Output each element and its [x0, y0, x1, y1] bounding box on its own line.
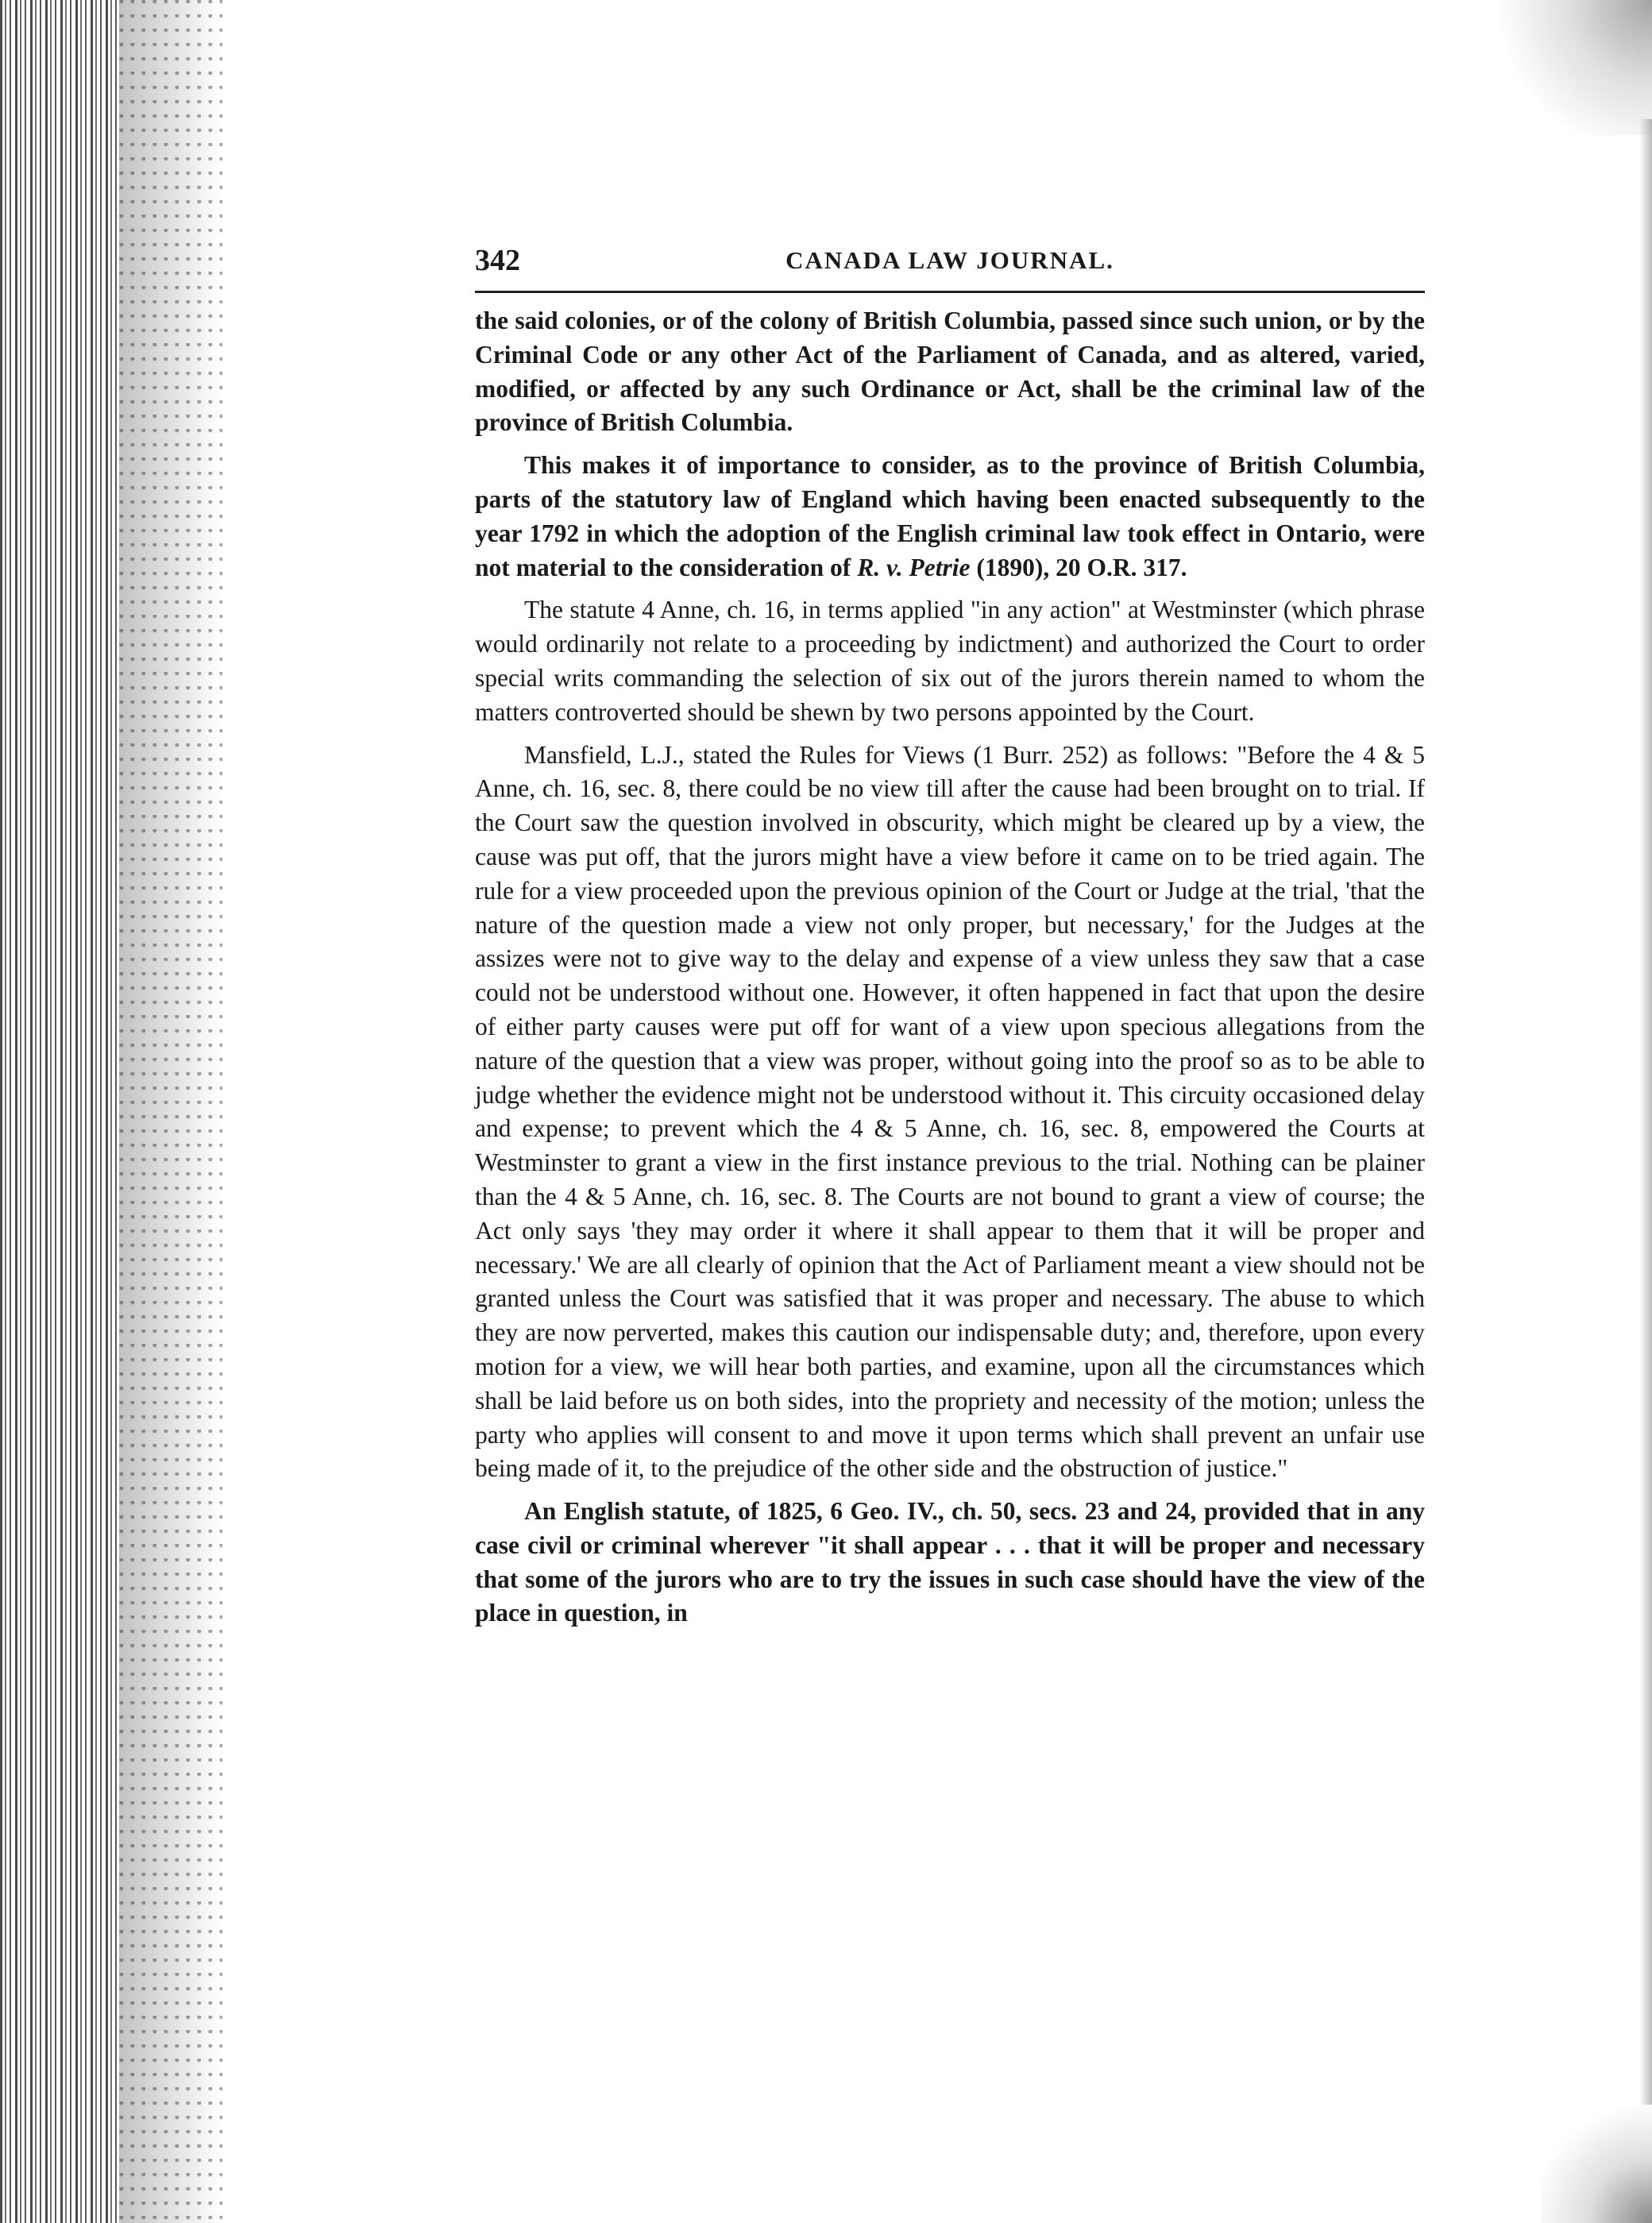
body-text [475, 304, 1425, 1631]
paragraph-importance [475, 449, 1425, 585]
scan-binding-edge [0, 0, 119, 2223]
header-rule [475, 291, 1425, 293]
paragraph-importance-text: This makes it of importance to consider, as to the province of British Columbia, parts of the statutory law of England which having been enacted subsequently to the year 1792 in which the adoption of the English criminal law took effect in Ontario, were not material to the consideration of [475, 451, 1425, 581]
case-citation: R. v. Petrie [857, 553, 971, 581]
paragraph-importance-citation: (1890), 20 O.R. 317. [970, 553, 1187, 581]
journal-title: CANADA LAW JOURNAL. [785, 246, 1114, 274]
scan-corner-shadow-bottom [1541, 2104, 1652, 2223]
running-head [475, 238, 1425, 286]
scan-corner-shadow-top [1493, 0, 1652, 135]
paragraph-statute: The statute 4 Anne, ch. 16, in terms applied "in any action" at Westminster (which phrase would ordinarily not relate to a proceeding by indictment) and authorized the Court to order special writs commanding the selection of six out of the jurors therein named to whom the matters controverted should be shewn by two persons appointed by the Court. [475, 596, 1425, 726]
paragraph-mansfield-quote: Mansfield, L.J., stated the Rules for Views (1 Burr. 252) as follows: "Before the 4 & 5 Anne, ch. 16, sec. 8, there could be no view till after the cause had been brought on to trial. If the Court saw the question involved in obscurity, which might be cleared up by a view, the cause was put off, that the jurors might have a view before it came on to be tried again. The rule for a view proceeded upon the previous opinion of the Court or Judge at the trial, 'that the nature of the question made a view not only proper, but necessary,' for the Judges at the assizes were not to give way to the delay and expense of a view unless they saw that a case could not be understood without one. However, it often happened in fact that upon the desire of either party causes were put off for want of a view upon specious allegations from the nature of the question that a view was proper, without going into the proof so as to be able to judge whether the evidence might not be understood without it. This circuity occasioned delay and expense; to prevent which the 4 & 5 Anne, ch. 16, sec. 8, empowered the Courts at Westminster to grant a view in the first instance previous to the trial. Nothing can be plainer than the 4 & 5 Anne, ch. 16, sec. 8. The Courts are not bound to grant a view of course; the Act only says 'they may order it where it shall appear to them that it will be proper and necessary.' We are all clearly of opinion that the Act of Parliament meant a view should not be granted unless the Court was satisfied that it was proper and necessary. The abuse to which they are now perverted, makes this caution our indispensable duty; and, therefore, upon every motion for a view, we will hear both parties, and examine, upon all the circumstances which shall be laid before us on both sides, into the propriety and necessity of the motion; unless the party who applies will consent to and move it upon terms which shall prevent an unfair use being made of it, to the prejudice of the other side and the obstruction of justice." [475, 740, 1425, 1483]
scan-binding-shadow [119, 0, 222, 2223]
page-number: 342 [475, 244, 520, 277]
paragraph-continuation: the said colonies, or of the colony of British Columbia, passed since such union, or by the Criminal Code or any other Act of the Parliament of Canada, and as altered, varied, modified, or affected by any such Ordinance or Act, shall be the criminal law of the province of British Columbia. [475, 307, 1425, 437]
scan-right-edge [1639, 119, 1652, 2105]
paragraph-english-statute: An English statute, of 1825, 6 Geo. IV., ch. 50, secs. 23 and 24, provided that in any case civil or criminal wherever "it shall appear . . . that it will be proper and necessary that some of the jurors who are to try the issues in such case should have the view of the place in question, in [475, 1497, 1425, 1627]
journal-page [475, 238, 1425, 1639]
